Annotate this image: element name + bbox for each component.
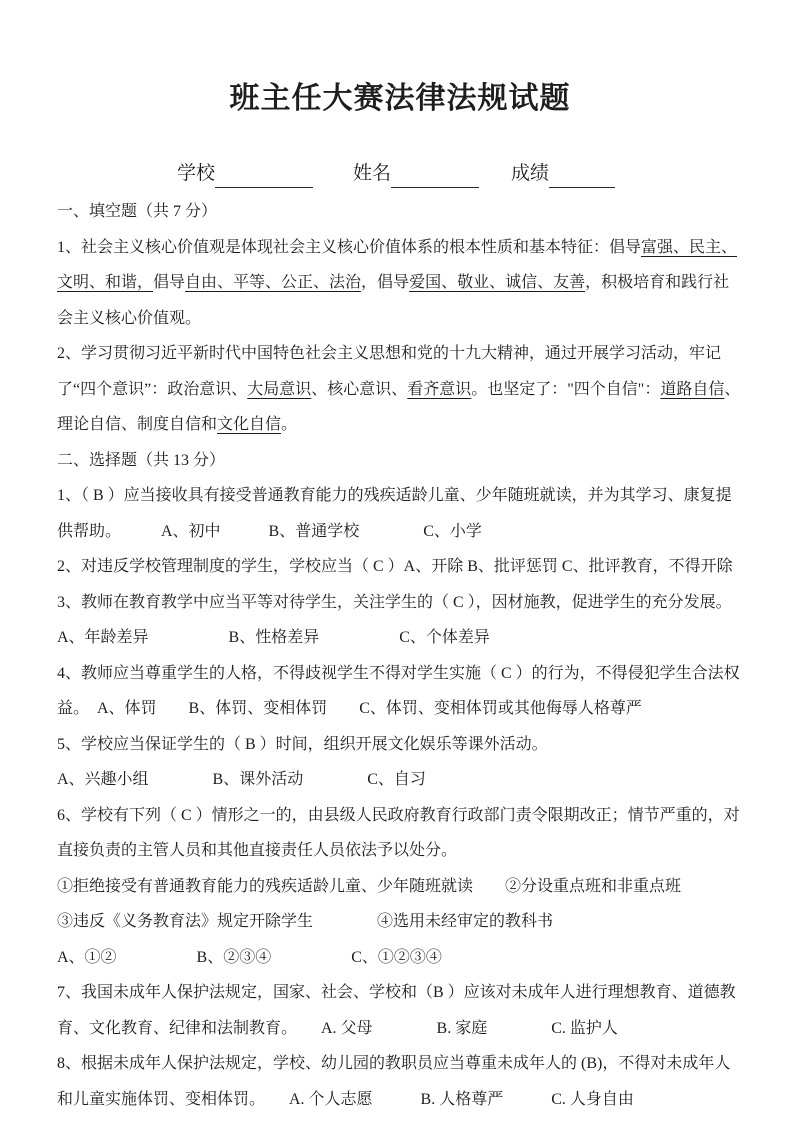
question-choice-5 (57, 727, 743, 763)
question-choice-2 (57, 549, 743, 585)
answer-underlined: 富强、民主、文明、和谐， (57, 238, 738, 291)
document-body (57, 194, 743, 1117)
question-choice-8 (57, 1046, 743, 1117)
question-choice-1 (57, 478, 743, 549)
answer-underlined: 自由、平等、公正、法治 (185, 274, 362, 291)
score-field-blank[interactable] (549, 164, 615, 188)
text-run: 3、教师在教育教学中应当平等对待学生，关注学生的（ C ），因材施教，促进学生的充分发展。 (57, 593, 732, 611)
text-run: 倡导 (153, 274, 186, 291)
answer-underlined: 爱国、敬业、诚信、友善 (409, 274, 586, 291)
question-choice-6 (57, 798, 743, 869)
section-choice-heading (57, 443, 743, 479)
text-run: 6、学校有下列（ C ）情形之一的，由县级人民政府教育行政部门责令限期改正；情节严重的，对直接负责的主管人员和其他直接责任人员依法予以处分。 (57, 806, 740, 859)
school-field (177, 160, 313, 188)
answer-underlined: 道路自信 (660, 380, 725, 398)
page-title: 班主任大赛法律法规试题 (229, 82, 571, 115)
question-choice-3-options (57, 620, 743, 656)
name-field-blank[interactable] (391, 164, 479, 188)
section-fill-in-heading (57, 194, 743, 230)
text-run: 2、对违反学校管理制度的学生，学校应当（ C ）A、开除 B、批评惩罚 C、批评教育，不得开除 (57, 558, 733, 575)
text-run: ，倡导 (361, 274, 410, 291)
answer-underlined: 看齐意识 (407, 380, 472, 398)
question-choice-4 (57, 656, 743, 727)
question-choice-3 (57, 585, 743, 621)
text-run: ①拒绝接受有普通教育能力的残疾适龄儿童、少年随班就读 ②分设重点班和非重点班 (57, 877, 682, 895)
answer-underlined: 大局意识 (247, 380, 312, 398)
text-run: 7、我国未成年人保护法规定，国家、社会、学校和（B ）应该对未成年人进行理想教育、道德教育、文化教育、纪律和法制教育。 A. 父母 B. 家庭 C. 监护人 (57, 984, 736, 1037)
text-run: 5、学校应当保证学生的（ B ）时间，组织开展文化娱乐等课外活动。 (57, 735, 548, 753)
answer-underlined: 文化自信 (217, 416, 282, 433)
name-field (353, 160, 479, 188)
question-fill-2 (57, 336, 743, 443)
text-run: ，积极培育和践行社会主义核心价值观。 (57, 274, 730, 327)
text-run: 、核心意识、 (311, 380, 408, 398)
question-choice-6-items-1 (57, 869, 743, 905)
school-field-blank[interactable] (215, 164, 313, 188)
text-run: 一、填空题（共 7 分） (57, 203, 218, 220)
score-field-label: 成绩 (511, 163, 550, 184)
name-field-label: 姓名 (353, 163, 392, 184)
text-run: 1、社会主义核心价值观是体现社会主义核心价值体系的根本性质和基本特征：倡导 (57, 238, 642, 256)
text-run: 二、选择题（共 13 分） (57, 451, 226, 469)
text-run: A、年龄差异 B、性格差异 C、个体差异 (57, 629, 490, 646)
header-fields (177, 160, 743, 188)
text-run: 8、根据未成年人保护法规定，学校、幼儿园的教职员应当尊重未成年人的 (B)，不得对未成年人和儿童实施体罚、变相体罚。 A. 个人志愿 B. 人格尊严 C. 人身自由 (57, 1055, 731, 1108)
text-run: 4、教师应当尊重学生的人格，不得歧视学生不得对学生实施（ C ）的行为，不得侵犯学生合法权益。 A、体罚 B、体罚、变相体罚 C、体罚、变相体罚或其他侮辱人格尊严 (57, 664, 740, 717)
question-choice-6-items-2 (57, 904, 743, 940)
question-fill-1 (57, 230, 743, 337)
text-run: 1、（ B ）应当接收具有接受普通教育能力的残疾适龄儿童、少年随班就读，并为其学习、康复提供帮助。 A、初中 B、普通学校 C、小学 (57, 487, 732, 540)
score-field (511, 160, 615, 188)
text-run: 、理论自信、制度自信和 (57, 380, 741, 433)
text-run: 。也坚定了："四个自信"： (471, 380, 661, 398)
question-choice-6-options (57, 940, 743, 976)
text-run: A、兴趣小组 B、课外活动 C、自习 (57, 771, 426, 788)
question-choice-7 (57, 975, 743, 1046)
question-choice-5-options (57, 762, 743, 798)
school-field-label: 学校 (177, 163, 216, 184)
text-run: 2、学习贯彻习近平新时代中国特色社会主义思想和党的十九大精神，通过开展学习活动，牢记了“四个意识”：政治意识、 (57, 345, 722, 398)
text-run: ③违反《义务教育法》规定开除学生 ④选用未经审定的教科书 (57, 913, 554, 930)
text-run: 。 (281, 416, 298, 433)
text-run: A、①② B、②③④ C、①②③④ (57, 948, 442, 966)
